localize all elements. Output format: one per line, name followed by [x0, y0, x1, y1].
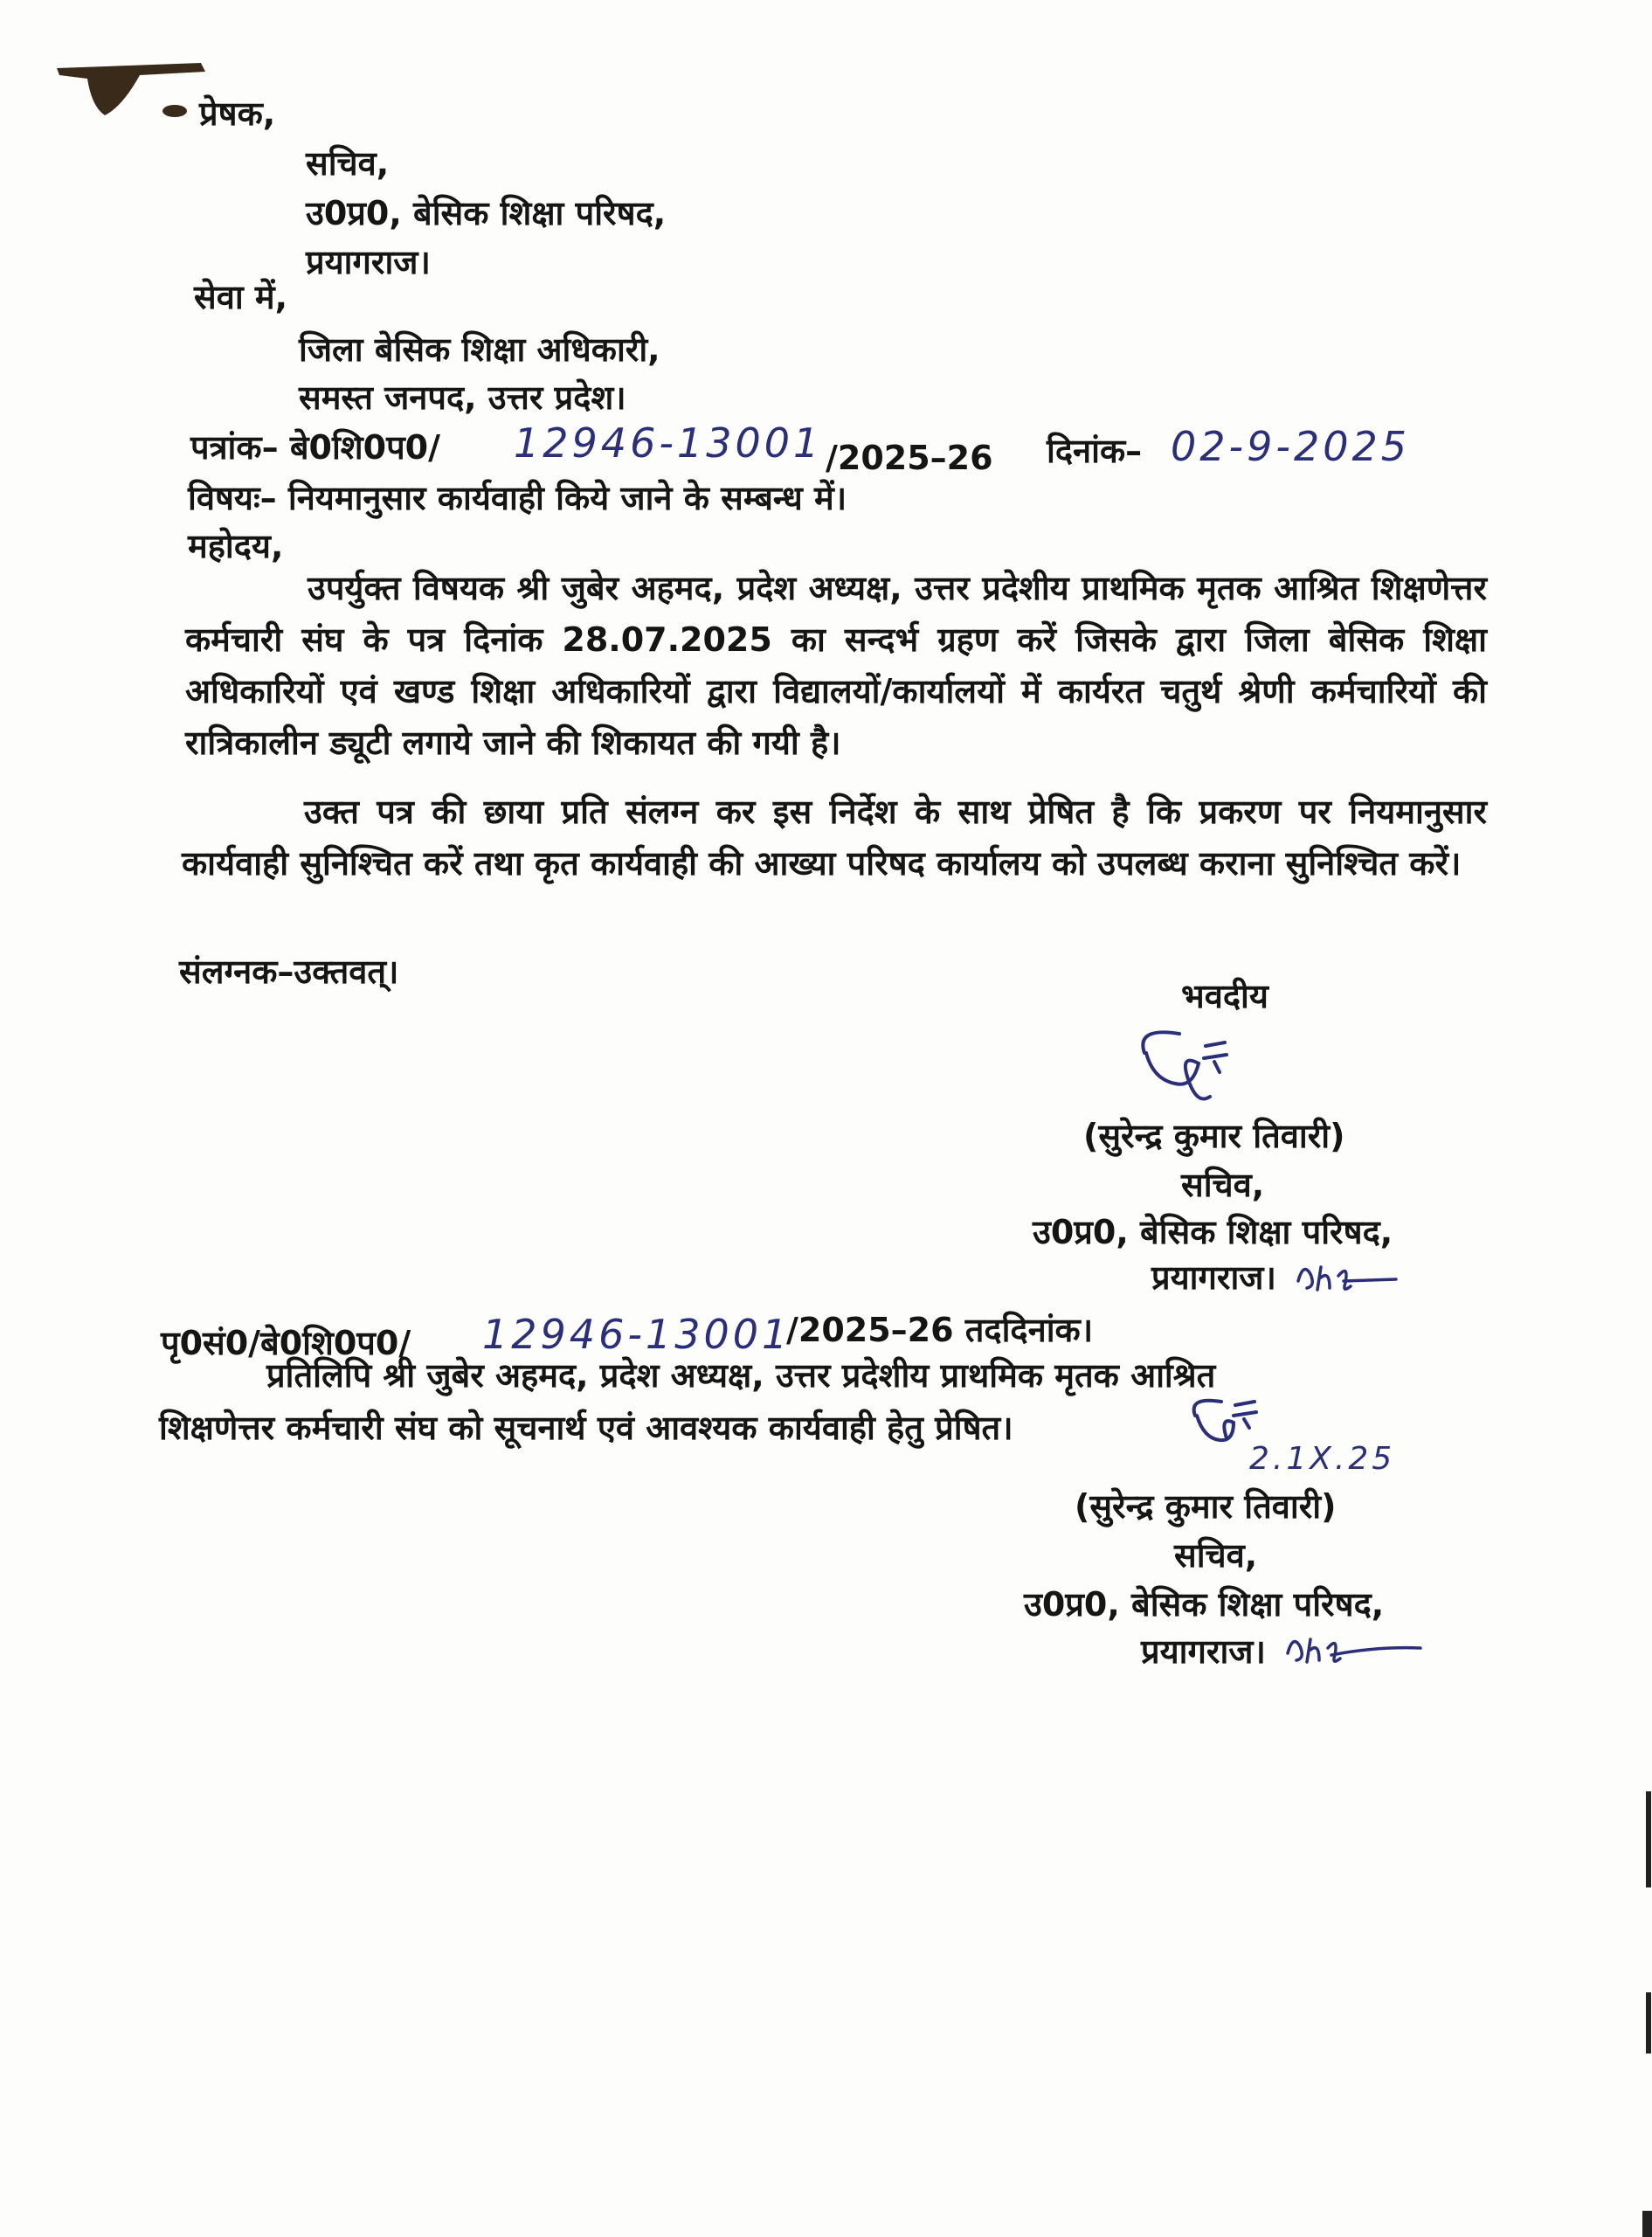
letter-ref-year: /2025–26 [826, 439, 993, 477]
signatory-name: (सुरेन्द्र कुमार तिवारी) [1083, 1117, 1345, 1155]
letter-ref-date-label: दिनांक– [1047, 432, 1143, 470]
staple-mark [52, 54, 218, 124]
signatory-designation: सचिव, [1181, 1166, 1265, 1204]
sender-designation: सचिव, [306, 144, 390, 183]
sender-office: उ0प्र0, बेसिक शिक्षा परिषद, [306, 194, 667, 232]
initials-mark-2 [1281, 1627, 1429, 1671]
copy-ref-year-date: /2025–26 तददिनांक। [786, 1311, 1094, 1349]
signature-image [1127, 1018, 1267, 1114]
initials-mark [1291, 1255, 1405, 1299]
recipient-label: सेवा में, [194, 278, 288, 316]
scan-edge-mark [1646, 1791, 1651, 1887]
recipient-location: समस्त जनपद, उत्तर प्रदेश। [299, 378, 626, 417]
sender-city: प्रयागराज। [306, 243, 431, 281]
signatory2-city: प्रयागराज। [1141, 1632, 1266, 1671]
subject-line: विषयः– नियमानुसार कार्यवाही किये जाने के सम्बन्ध में। [188, 479, 847, 517]
signatory-office: उ0प्र0, बेसिक शिक्षा परिषद, [1033, 1213, 1393, 1251]
recipient-designation: जिला बेसिक शिक्षा अधिकारी, [299, 330, 660, 369]
signatory2-office: उ0प्र0, बेसिक शिक्षा परिषद, [1024, 1585, 1385, 1624]
letter-ref-handwritten-date: 02-9-2025 [1171, 423, 1411, 470]
salutation: महोदय, [188, 527, 284, 565]
sender-label: प्रेषक, [199, 94, 276, 133]
signatory2-name: (सुरेन्द्र कुमार तिवारी) [1075, 1487, 1337, 1526]
closing-text: भवदीय [1181, 977, 1268, 1015]
enclosure-line: संलग्नक–उक्तवत्। [179, 952, 399, 991]
letter-ref-handwritten-number: 12946-13001 [514, 419, 823, 467]
copy-ref-handwritten-number: 12946-13001 [482, 1311, 791, 1358]
scan-edge-mark-2 [1646, 1992, 1651, 2053]
body-paragraph-2: उक्त पत्र की छाया प्रति संलग्न कर इस निर्देश के साथ प्रेषित है कि प्रकरण पर नियमानुसार कार्यवाही सुनिश्चित करें तथा कृत कार्यवाही की आख्या परिषद कार्यालय को उपलब्ध कराना सुनिश्चित करें। [182, 793, 1487, 883]
scan-edge-mark-3 [1642, 2211, 1652, 2237]
letter-ref-prefix: पत्रांक– बे0शि0प0/ [190, 428, 440, 467]
body-paragraph-1: उपर्युक्त विषयक श्री जुबेर अहमद, प्रदेश अध्यक्ष, उत्तर प्रदेशीय प्राथमिक मृतक आश्रित शिक्षणेत्तर कर्मचारी संघ के पत्र दिनांक 28.07.2025 का सन्दर्भ ग्रहण करें जिसके द्वारा जिला बेसिक शिक्षा अधिकारियों एवं खण्ड शिक्षा अधिकारियों द्वारा विद्यालयों/कार्यालयों में कार्यरत चतुर्थ श्रेणी कर्मचारियों की रात्रिकालीन ड्यूटी लगाये जाने की शिकायत की गयी है। [185, 569, 1487, 762]
copy-signature-date: 2.1X.25 [1249, 1441, 1396, 1477]
copy-text-line-1: प्रतिलिपि श्री जुबेर अहमद, प्रदेश अध्यक्ष, उत्तर प्रदेशीय प्राथमिक मृतक आश्रित [266, 1356, 1216, 1395]
copy-text-line-2: शिक्षणेत्तर कर्मचारी संघ को सूचनार्थ एवं आवश्यक कार्यवाही हेतु प्रेषित। [159, 1409, 1013, 1447]
signatory-city: प्रयागराज। [1151, 1258, 1276, 1297]
signatory2-designation: सचिव, [1174, 1536, 1258, 1575]
copy-ref-prefix: पृ0सं0/बे0शि0प0/ [161, 1324, 411, 1362]
